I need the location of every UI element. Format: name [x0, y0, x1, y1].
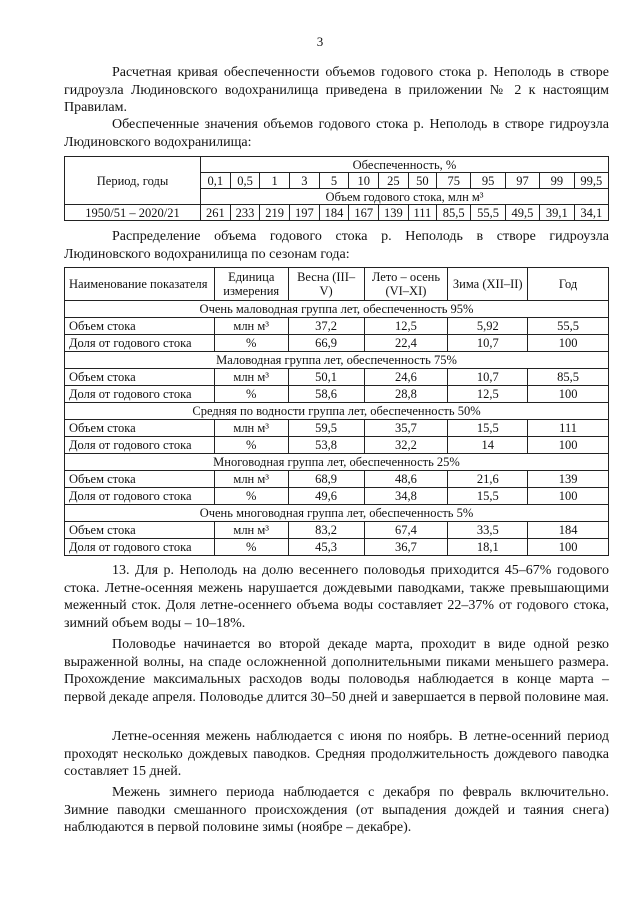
group-title: Очень маловодная группа лет, обеспеченность 95%: [65, 301, 609, 318]
header-unit: Единица измерения: [214, 268, 288, 301]
row-spring: 45,3: [288, 539, 364, 556]
row-unit: млн м³: [214, 318, 288, 335]
paragraph-winter-low-water: Межень зимнего периода наблюдается с декабря по февраль включительно. Зимние паводки смешанного происхождения (от выпадения дождей и таяния снега) наблюдаются в первой половине зимы (ноябре – декабре).: [64, 785, 609, 835]
value-cell: 55,5: [471, 205, 505, 221]
value-cell: 197: [290, 205, 320, 221]
table-row: [65, 369, 609, 386]
value-cell: 85,5: [437, 205, 471, 221]
row-label: Объем стока: [65, 420, 215, 437]
row-spring: 50,1: [288, 369, 364, 386]
percent-cell: 99: [540, 173, 574, 189]
row-year: 100: [528, 437, 609, 454]
percent-cell: 99,5: [574, 173, 609, 189]
value-cell: 261: [201, 205, 231, 221]
row-summer-autumn: 48,6: [364, 471, 448, 488]
row-summer-autumn: 36,7: [364, 539, 448, 556]
row-label: Доля от годового стока: [65, 386, 215, 403]
header-summer-autumn: Лето – осень (VI–XI): [364, 268, 448, 301]
percent-cell: 75: [437, 173, 471, 189]
row-label: Объем стока: [65, 318, 215, 335]
row-year: 55,5: [528, 318, 609, 335]
row-winter: 10,7: [448, 369, 528, 386]
table-row: [65, 386, 609, 403]
table-row: [65, 522, 609, 539]
row-unit: %: [214, 539, 288, 556]
row-spring: 66,9: [288, 335, 364, 352]
row-summer-autumn: 24,6: [364, 369, 448, 386]
group-title: Очень многоводная группа лет, обеспеченность 5%: [65, 505, 609, 522]
table-row: [65, 318, 609, 335]
row-year: 111: [528, 420, 609, 437]
row-summer-autumn: 32,2: [364, 437, 448, 454]
table-row: [65, 471, 609, 488]
paragraph-volumes-intro: Обеспеченные значения объемов годового стока р. Неполодь в створе гидроузла Людиновского водохранилища:: [64, 117, 609, 150]
percent-cell: 1: [260, 173, 290, 189]
row-winter: 5,92: [448, 318, 528, 335]
percent-cell: 5: [319, 173, 349, 189]
row-summer-autumn: 22,4: [364, 335, 448, 352]
percent-cell: 25: [379, 173, 409, 189]
group-title: Маловодная группа лет, обеспеченность 75%: [65, 352, 609, 369]
row-year: 184: [528, 522, 609, 539]
value-cell: 111: [408, 205, 436, 221]
value-cell: 219: [260, 205, 290, 221]
row-label: Доля от годового стока: [65, 437, 215, 454]
row-spring: 68,9: [288, 471, 364, 488]
row-year: 100: [528, 386, 609, 403]
row-label: Объем стока: [65, 369, 215, 386]
group-title: Средняя по водности группа лет, обеспеченность 50%: [65, 403, 609, 420]
volume-header: Объем годового стока, млн м³: [201, 189, 609, 205]
row-unit: %: [214, 488, 288, 505]
row-summer-autumn: 67,4: [364, 522, 448, 539]
table-row: [65, 539, 609, 556]
row-unit: %: [214, 386, 288, 403]
percent-cell: 95: [471, 173, 505, 189]
table-row: [65, 420, 609, 437]
row-year: 100: [528, 539, 609, 556]
row-unit: млн м³: [214, 420, 288, 437]
row-spring: 83,2: [288, 522, 364, 539]
row-spring: 49,6: [288, 488, 364, 505]
row-label: Доля от годового стока: [65, 539, 215, 556]
row-summer-autumn: 12,5: [364, 318, 448, 335]
paragraph-seasonal-intro: Распределение объема годового стока р. Неполодь в створе гидроузла Людиновского водохранилища по сезонам года:: [64, 229, 609, 262]
row-winter: 12,5: [448, 386, 528, 403]
row-label: Объем стока: [65, 471, 215, 488]
row-winter: 21,6: [448, 471, 528, 488]
percent-cell: 97: [505, 173, 539, 189]
paragraph-summer-low-water: Летне-осенняя межень наблюдается с июня по ноябрь. В летне-осенний период проходят несколько дождевых паводков. Средняя продолжительность дождевого паводка составляет 15 дней.: [64, 729, 609, 779]
period-cell: 1950/51 – 2020/21: [65, 205, 201, 221]
percent-cell: 3: [290, 173, 320, 189]
probability-header: Обеспеченность, %: [201, 157, 609, 173]
row-year: 85,5: [528, 369, 609, 386]
page-number: 3: [316, 34, 324, 49]
paragraph-13: 13. Для р. Неполодь на долю весеннего половодья приходится 45–67% годового стока. Летне-осенняя межень нарушается дождевыми паводками, также превышающими меженный сток. Доля летне-осеннего объема воды составляет 22–37% от годового стока, зимний объем воды – 10–18%.: [64, 563, 609, 631]
paragraph-curve: Расчетная кривая обеспеченности объемов годового стока р. Неполодь в створе гидроузла Людиновского водохранилища приведена в приложении № 2 к настоящим Правилам.: [64, 65, 609, 115]
value-cell: 49,5: [505, 205, 539, 221]
period-header: Период, годы: [65, 157, 201, 205]
row-summer-autumn: 28,8: [364, 386, 448, 403]
row-winter: 15,5: [448, 488, 528, 505]
annual-flow-probability-table: [64, 156, 609, 221]
row-unit: млн м³: [214, 522, 288, 539]
value-cell: 184: [319, 205, 349, 221]
table-row: [65, 335, 609, 352]
row-label: Доля от годового стока: [65, 488, 215, 505]
row-summer-autumn: 34,8: [364, 488, 448, 505]
header-spring: Весна (III–V): [288, 268, 364, 301]
row-label: Объем стока: [65, 522, 215, 539]
header-winter: Зима (XII–II): [448, 268, 528, 301]
value-cell: 167: [349, 205, 379, 221]
value-cell: 39,1: [540, 205, 574, 221]
row-spring: 59,5: [288, 420, 364, 437]
row-winter: 10,7: [448, 335, 528, 352]
row-unit: %: [214, 437, 288, 454]
percent-cell: 50: [408, 173, 436, 189]
row-spring: 37,2: [288, 318, 364, 335]
row-label: Доля от годового стока: [65, 335, 215, 352]
seasonal-distribution-table: [64, 267, 609, 556]
row-winter: 15,5: [448, 420, 528, 437]
row-year: 100: [528, 335, 609, 352]
table-row: [65, 488, 609, 505]
header-year: Год: [528, 268, 609, 301]
value-cell: 233: [230, 205, 260, 221]
row-year: 100: [528, 488, 609, 505]
row-spring: 53,8: [288, 437, 364, 454]
row-unit: млн м³: [214, 369, 288, 386]
row-summer-autumn: 35,7: [364, 420, 448, 437]
percent-cell: 0,1: [201, 173, 231, 189]
row-winter: 14: [448, 437, 528, 454]
table-row: [65, 437, 609, 454]
row-winter: 18,1: [448, 539, 528, 556]
percent-cell: 0,5: [230, 173, 260, 189]
row-unit: млн м³: [214, 471, 288, 488]
header-indicator: Наименование показателя: [65, 268, 215, 301]
value-cell: 139: [379, 205, 409, 221]
row-unit: %: [214, 335, 288, 352]
row-spring: 58,6: [288, 386, 364, 403]
paragraph-flood: Половодье начинается во второй декаде марта, проходит в виде одной резко выраженной волны, на спаде осложненной дополнительными пиками меньшего размера. Прохождение максимальных расходов воды половодья наблюдается в конце марта – первой декаде апреля. Половодье длится 30–50 дней и завершается в первой половине мая.: [64, 637, 609, 705]
row-year: 139: [528, 471, 609, 488]
value-cell: 34,1: [574, 205, 609, 221]
row-winter: 33,5: [448, 522, 528, 539]
group-title: Многоводная группа лет, обеспеченность 25%: [65, 454, 609, 471]
percent-cell: 10: [349, 173, 379, 189]
